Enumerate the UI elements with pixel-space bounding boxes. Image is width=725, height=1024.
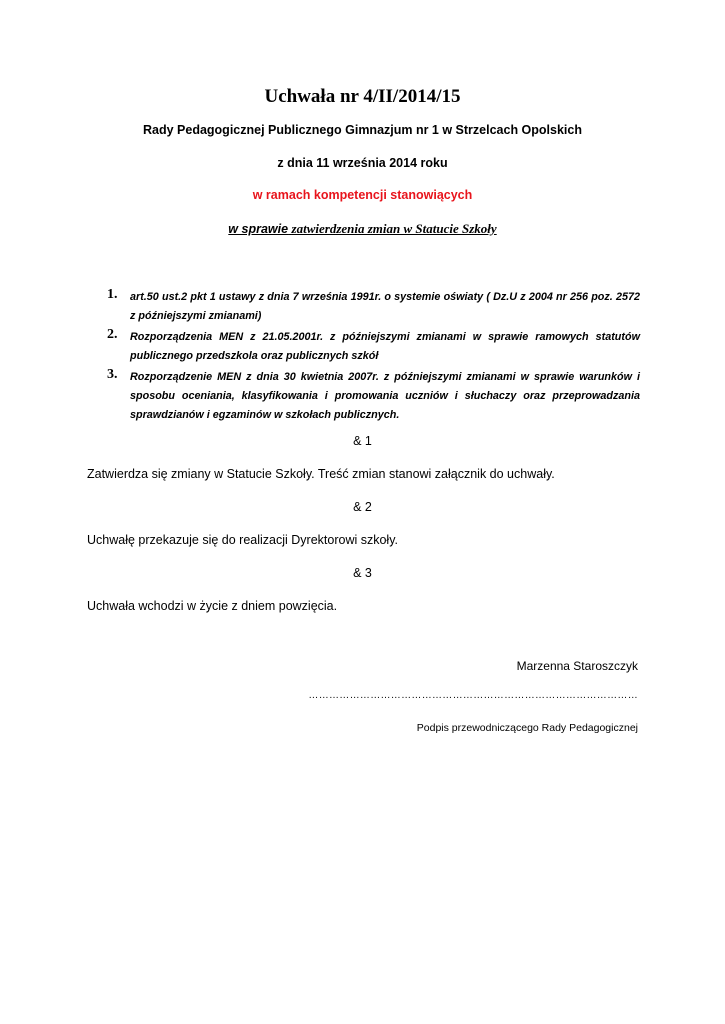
legal-basis-text: Rozporządzenie MEN z dnia 30 kwietnia 2007r. z późniejszymi zmianami w sprawie warunków i sposobu oceniania, klasyfikowania i promowania uczniów i słuchaczy oraz przeprowadzania sprawdzianów i egzaminów w szkołach publicznych.	[130, 371, 640, 421]
section-heading-3: & 3	[353, 566, 372, 580]
legal-basis-number: 1.	[107, 287, 118, 302]
competence-line: w ramach kompetencji stanowiących	[252, 188, 473, 202]
section-text-2: Uchwałę przekazuje się do realizacji Dyrektorowi szkoły.	[87, 533, 398, 547]
signatory-name: Marzenna Staroszczyk	[516, 659, 638, 673]
section-heading-1: & 1	[353, 434, 372, 448]
subject-line	[0, 221, 725, 237]
signature-line: ……………………………………………………………………………………	[308, 690, 638, 701]
section-text-3: Uchwała wchodzi w życie z dniem powzięcia.	[87, 599, 338, 613]
legal-basis-item	[100, 328, 640, 366]
signature-caption: Podpis przewodniczącego Rady Pedagogicznej	[416, 722, 638, 734]
legal-basis-text: Rozporządzenia MEN z 21.05.2001r. z późniejszymi zmianami w sprawie ramowych statutów publicznego przedszkola oraz publicznych szkół	[130, 331, 640, 362]
legal-basis-number: 3.	[107, 367, 118, 382]
legal-basis-item	[100, 368, 640, 425]
document-subtitle: Rady Pedagogicznej Publicznego Gimnazjum nr 1 w Strzelcach Opolskich	[143, 123, 582, 137]
subject-prefix: w sprawie	[228, 222, 289, 236]
legal-basis-text: art.50 ust.2 pkt 1 ustawy z dnia 7 września 1991r. o systemie oświaty ( Dz.U z 2004 nr 256 poz. 2572 z późniejszymi zmianami)	[130, 291, 640, 322]
legal-basis-number: 2.	[107, 327, 118, 342]
section-heading-2: & 2	[353, 500, 372, 514]
section-text-1: Zatwierdza się zmiany w Statucie Szkoły. Treść zmian stanowi załącznik do uchwały.	[87, 467, 555, 481]
legal-basis-item	[100, 288, 640, 326]
document-title: Uchwała nr 4/II/2014/15	[264, 86, 461, 107]
legal-basis-list	[100, 288, 640, 427]
document-date: z dnia 11 września 2014 roku	[277, 156, 448, 170]
subject-text: zatwierdzenia zmian w Statucie Szkoły	[291, 221, 497, 236]
